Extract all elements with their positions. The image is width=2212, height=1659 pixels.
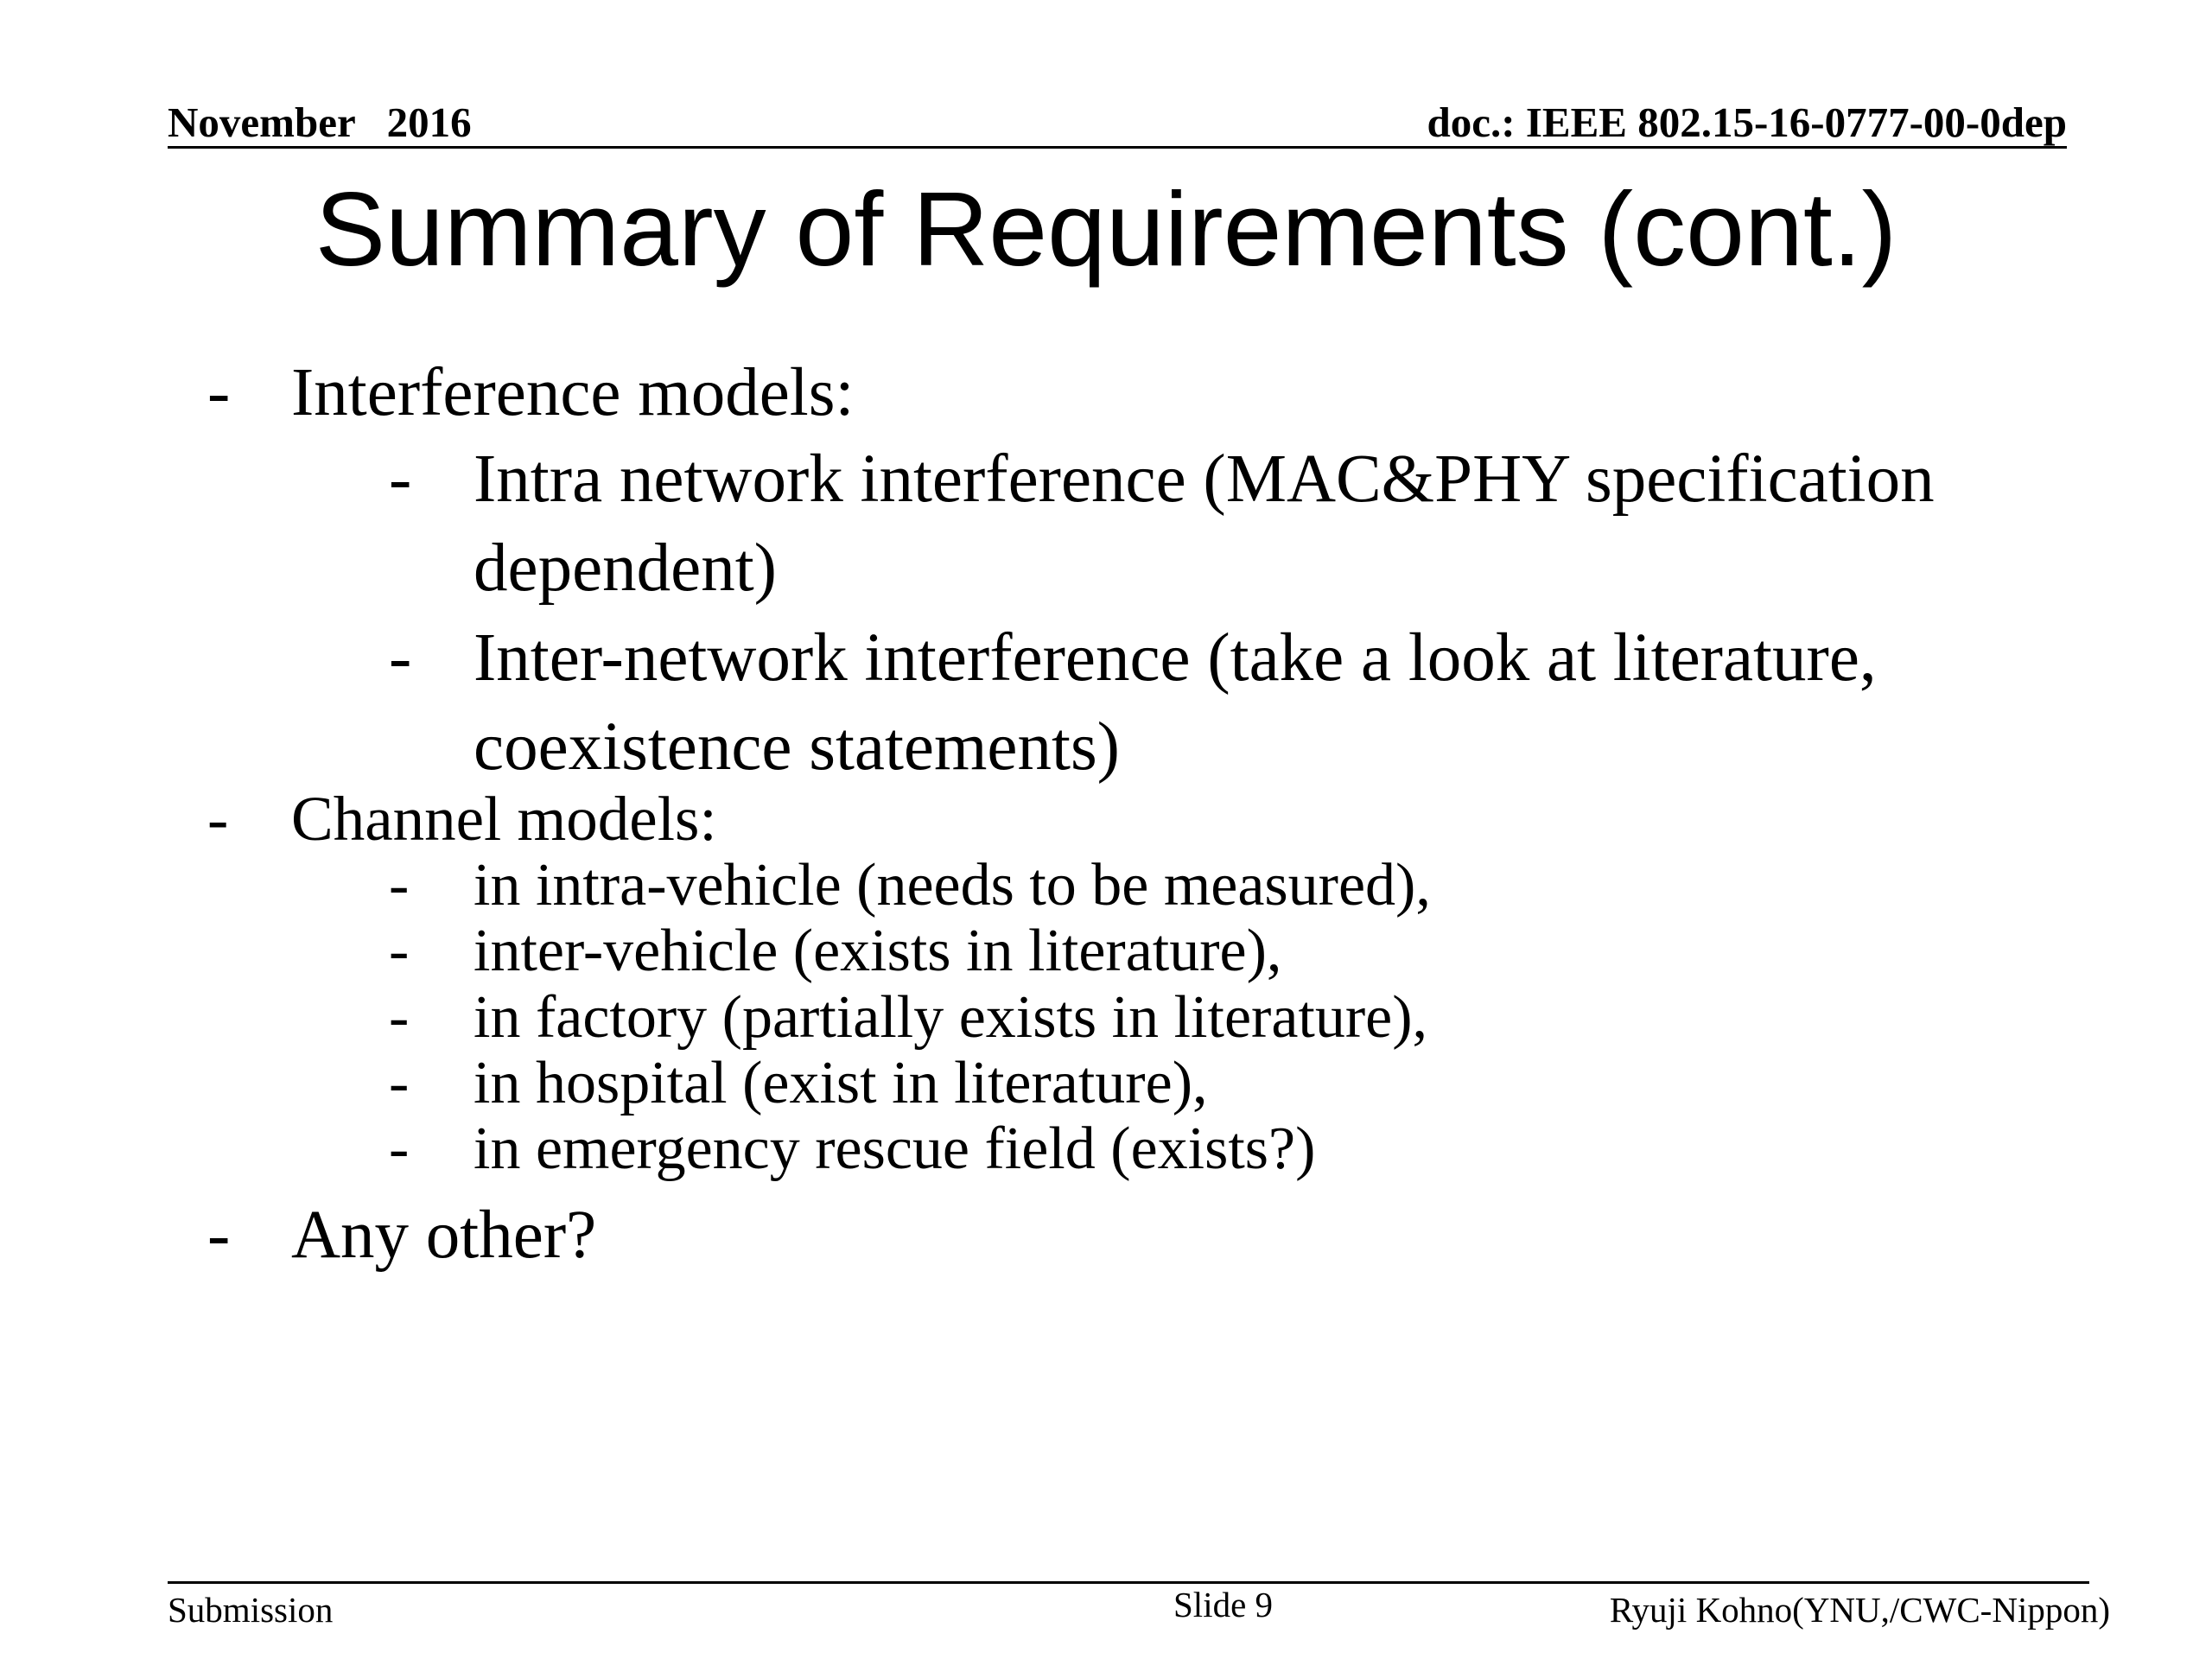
bullet-dash: - <box>207 1198 231 1273</box>
sub-bullet-dash: - <box>389 1116 410 1182</box>
sub-bullet-line-2: coexistence statements) <box>474 709 1120 785</box>
footer-slide-number: Slide 9 <box>1173 1585 1274 1624</box>
sub-bullet-text: in factory (partially exists in literature), <box>474 984 1428 1051</box>
header-divider <box>168 146 2067 149</box>
header-date: November 2016 <box>168 99 472 146</box>
sub-bullet-line-1: Inter-network interference (take a look at literature, <box>474 620 1877 696</box>
sub-bullet-text: in emergency rescue field (exists?) <box>474 1116 1316 1182</box>
sub-bullet-dash: - <box>389 1050 410 1116</box>
bullet-dash: - <box>207 355 231 430</box>
sub-bullet-line-1: Intra network interference (MAC&PHY specification <box>474 442 1935 517</box>
footer-author: Ryuji Kohno(YNU,/CWC-Nippon) <box>1609 1590 2110 1630</box>
sub-bullet-text: inter-vehicle (exists in literature), <box>474 918 1282 984</box>
sub-bullet-dash: - <box>389 918 410 984</box>
slide-title: Summary of Requirements (cont.) <box>315 170 1897 288</box>
sub-bullet-dash: - <box>389 442 412 517</box>
bullet-label: Interference models: <box>291 355 855 430</box>
sub-bullet-text: in intra-vehicle (needs to be measured), <box>474 852 1431 918</box>
header-doc-id: doc.: IEEE 802.15-16-0777-00-0dep <box>1427 99 2067 146</box>
bullet-label: Channel models: <box>291 784 717 854</box>
sub-bullet-dash: - <box>389 984 410 1051</box>
sub-bullet-text: in hospital (exist in literature), <box>474 1050 1208 1116</box>
bullet-dash: - <box>207 784 229 854</box>
footer-submission: Submission <box>168 1590 334 1630</box>
footer-divider <box>168 1581 2089 1584</box>
sub-bullet-line-2: dependent) <box>474 531 777 606</box>
sub-bullet-dash: - <box>389 620 412 696</box>
bullet-label: Any other? <box>291 1198 597 1273</box>
sub-bullet-dash: - <box>389 852 410 918</box>
